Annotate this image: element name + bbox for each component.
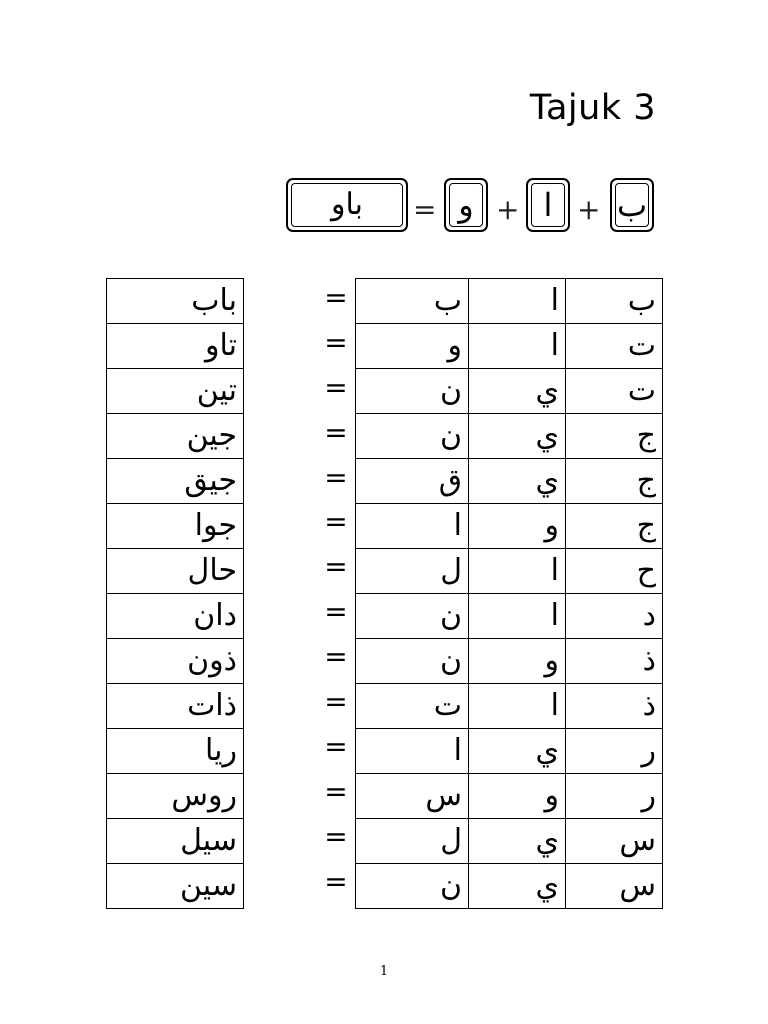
letter-cell: ذ [566, 684, 663, 729]
equals-sign: = [324, 685, 348, 719]
word-cell: تين [107, 369, 244, 414]
equals-sign: = [324, 460, 348, 494]
example-result-box [286, 178, 408, 232]
letter-cell: ن [356, 369, 469, 414]
equals-sign: = [324, 550, 348, 584]
equals-sign: = [324, 281, 348, 314]
letter-row [356, 549, 663, 594]
letter-cell: س [356, 774, 469, 819]
letter-row [356, 279, 663, 324]
example-letter-2: ا [531, 183, 565, 227]
letter-cell: ر [566, 729, 663, 774]
word-row [107, 819, 244, 864]
letter-cell: س [566, 819, 663, 864]
word-row [107, 774, 244, 819]
word-row [107, 414, 244, 459]
equals-sign: = [324, 505, 348, 539]
letter-cell: ل [356, 819, 469, 864]
equals-column [318, 278, 354, 906]
letter-row [356, 414, 663, 459]
letter-cell: ق [356, 459, 469, 504]
letter-cell: ب [566, 279, 663, 324]
word-row [107, 369, 244, 414]
example-equals-sign: = [413, 193, 437, 226]
equals-sign: = [324, 819, 348, 853]
word-cell: تاو [107, 324, 244, 369]
letter-cell: ح [566, 549, 663, 594]
word-row [107, 639, 244, 684]
letter-row [356, 504, 663, 549]
equals-sign: = [324, 774, 348, 808]
word-cell: سيل [107, 819, 244, 864]
equals-sign: = [324, 325, 348, 359]
letter-cell: و [469, 504, 566, 549]
letter-cell: ج [566, 459, 663, 504]
letter-cell: ا [469, 279, 566, 324]
word-cell: روس [107, 774, 244, 819]
page-title: Tajuk 3 [529, 88, 656, 128]
word-cell: سين [107, 864, 244, 909]
letter-row [356, 639, 663, 684]
equals-sign: = [324, 595, 348, 629]
word-row [107, 864, 244, 909]
equals-sign: = [324, 370, 348, 404]
example-letter-box-1 [610, 178, 654, 232]
equals-sign: = [324, 415, 348, 449]
letter-cell: د [566, 594, 663, 639]
word-row [107, 324, 244, 369]
example-letter-box-2 [526, 178, 570, 232]
equals-sign: = [324, 640, 348, 674]
letter-cell: ي [469, 414, 566, 459]
letter-row [356, 774, 663, 819]
word-row [107, 279, 244, 324]
letter-cell: ن [356, 864, 469, 909]
letter-row [356, 369, 663, 414]
word-row [107, 504, 244, 549]
word-cell: جين [107, 414, 244, 459]
letter-cell: ا [469, 684, 566, 729]
word-row [107, 684, 244, 729]
word-cell: جيق [107, 459, 244, 504]
letter-cell: ي [469, 864, 566, 909]
letter-cell: ج [566, 414, 663, 459]
plus-sign-2: + [496, 193, 520, 226]
word-cell: دان [107, 594, 244, 639]
word-row [107, 549, 244, 594]
word-cell: باب [107, 279, 244, 324]
letter-cell: ب [356, 279, 469, 324]
letter-row [356, 459, 663, 504]
word-table [106, 278, 244, 909]
letter-cell: ل [356, 549, 469, 594]
letter-cell: ت [356, 684, 469, 729]
example-equation [0, 176, 768, 236]
word-cell: ذات [107, 684, 244, 729]
letter-cell: ا [469, 594, 566, 639]
letter-row [356, 729, 663, 774]
word-cell: ذون [107, 639, 244, 684]
letter-cell: ن [356, 639, 469, 684]
letter-cell: ي [469, 729, 566, 774]
letter-row [356, 594, 663, 639]
letter-cell: ا [469, 324, 566, 369]
letter-cell: ا [356, 729, 469, 774]
letter-row [356, 324, 663, 369]
letter-row [356, 819, 663, 864]
letter-cell: ن [356, 594, 469, 639]
letter-cell: ن [356, 414, 469, 459]
letter-cell: ي [469, 369, 566, 414]
letter-cell: و [356, 324, 469, 369]
example-letter-box-3 [444, 178, 488, 232]
example-result-word: باو [291, 183, 403, 227]
letter-table [355, 278, 663, 909]
example-letter-1: ب [615, 183, 649, 227]
letter-cell: ي [469, 459, 566, 504]
letter-cell: و [469, 639, 566, 684]
letter-cell: و [469, 774, 566, 819]
letter-cell: ت [566, 324, 663, 369]
letter-row [356, 864, 663, 909]
word-row [107, 729, 244, 774]
letter-row [356, 684, 663, 729]
letter-cell: ج [566, 504, 663, 549]
example-letter-3: و [449, 183, 483, 227]
word-cell: جوا [107, 504, 244, 549]
letter-cell: ت [566, 369, 663, 414]
word-cell: ريا [107, 729, 244, 774]
letter-cell: ا [356, 504, 469, 549]
page-number: 1 [379, 964, 389, 979]
letter-cell: ر [566, 774, 663, 819]
equals-sign: = [324, 729, 348, 763]
word-row [107, 594, 244, 639]
word-cell: حال [107, 549, 244, 594]
word-row [107, 459, 244, 504]
letter-cell: ي [469, 819, 566, 864]
equals-sign: = [324, 864, 348, 898]
letter-cell: ذ [566, 639, 663, 684]
plus-sign-1: + [577, 193, 601, 226]
letter-cell: س [566, 864, 663, 909]
letter-cell: ا [469, 549, 566, 594]
